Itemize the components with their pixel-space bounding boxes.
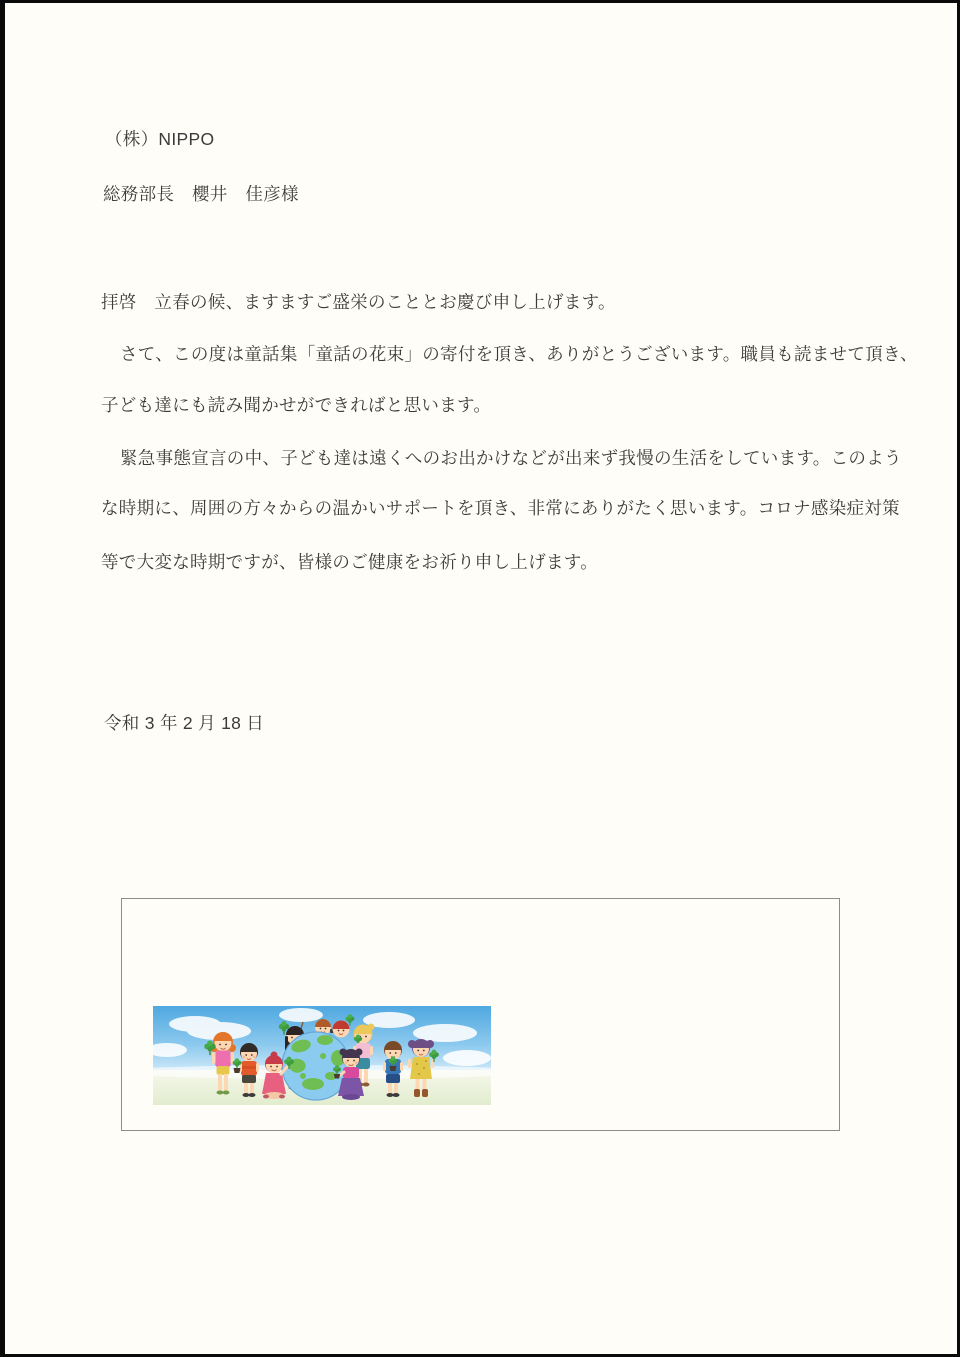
recipient-addressee: 総務部長 櫻井 佳彦様 [103, 184, 299, 204]
letter-body-line: 子ども達にも読み聞かせができればと思います。 [101, 395, 492, 415]
letter-body-line: 等で大変な時期ですが、皆様のご健康をお祈り申し上げます。 [101, 552, 598, 572]
letter-date: 令和 3 年 2 月 18 日 [104, 713, 265, 733]
letter-body-line: な時期に、周囲の方々からの温かいサポートを頂き、非常にありがたく思います。コロナ感染症対策 [101, 498, 900, 518]
children-globe-illustration [153, 1006, 491, 1105]
letter-body-line: 拝啓 立春の候、ますますご盛栄のこととお慶び申し上げます。 [101, 292, 616, 312]
letter-body-line: 緊急事態宣言の中、子ども達は遠くへのお出かけなどが出来ず我慢の生活をしています。このよう [120, 448, 902, 468]
letter-body-line: さて、この度は童話集「童話の花束」の寄付を頂き、ありがとうございます。職員も読ませて頂き、 [120, 344, 918, 364]
attachment-box [121, 898, 840, 1131]
recipient-company: （株）NIPPO [105, 129, 215, 149]
